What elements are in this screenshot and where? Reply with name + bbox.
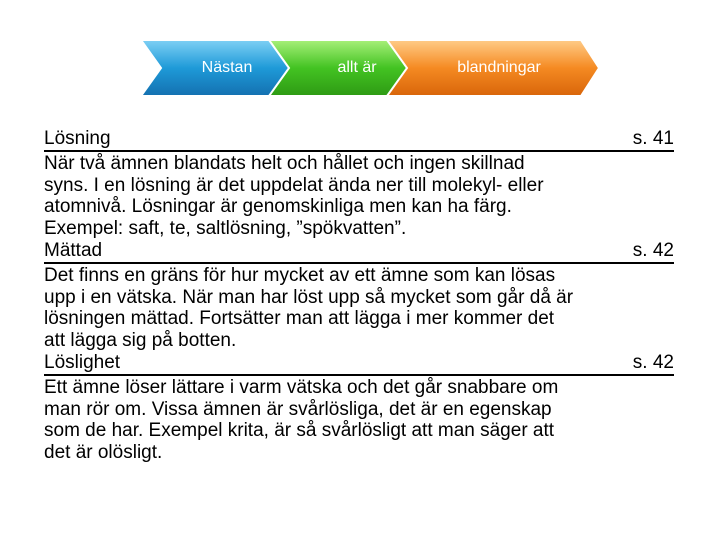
section-losning <box>44 128 674 239</box>
section-loslighet <box>44 352 674 463</box>
section-title: Löslighet <box>44 352 121 373</box>
section-page-ref: s. 41 <box>632 128 674 149</box>
section-heading <box>44 128 674 152</box>
section-heading <box>44 352 674 376</box>
step-1-label: Nästan <box>201 59 253 76</box>
section-page-ref: s. 42 <box>632 352 674 373</box>
process-banner <box>141 38 601 98</box>
section-mattad <box>44 240 674 351</box>
section-text: Det finns en gräns för hur mycket av ett ämne som kan lösas upp i en vätska. När man har löst upp så mycket som går då är lösningen mättad. Fortsätter man att lägga i mer kommer det att lägga sig på botten. <box>44 265 574 351</box>
section-title: Mättad <box>44 240 103 261</box>
section-page-ref: s. 42 <box>632 240 674 261</box>
section-text: Ett ämne löser lättare i varm vätska och det går snabbare om man rör om. Vissa ämnen är svårlösliga, det är en egenskap som de har. Exempel krita, är så svårlösligt att man säger att det är olösligt. <box>44 377 559 463</box>
section-title: Lösning <box>44 128 111 149</box>
section-heading <box>44 240 674 264</box>
step-3-label: blandningar <box>457 59 541 76</box>
section-text: När två ämnen blandats helt och hållet och ingen skillnad syns. I en lösning är det uppdelat ända ner till molekyl- eller atomnivå. Lösningar är genomskinliga men kan ha färg. Exempel: saft, te, saltlösning, ”spökvatten”. <box>44 153 544 239</box>
step-2-label: allt är <box>337 59 377 76</box>
content-body <box>44 128 674 464</box>
